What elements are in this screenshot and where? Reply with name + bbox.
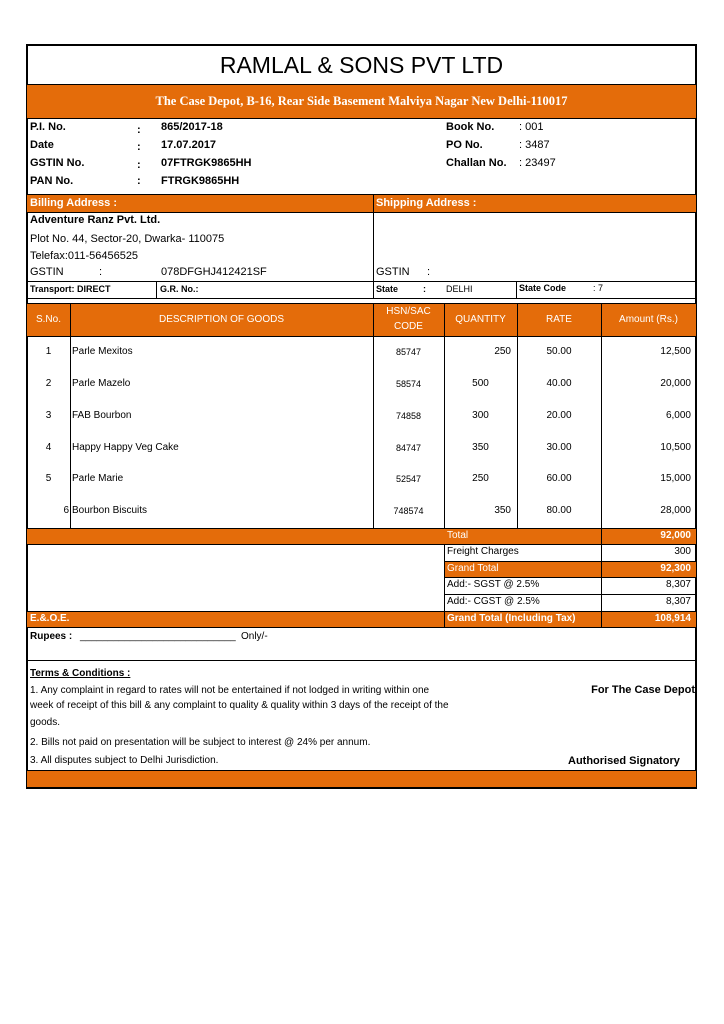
transport-label: Transport: DIRECT — [30, 284, 111, 294]
row-5-hsn: 52547 — [395, 474, 422, 484]
book-no-label: Book No. — [446, 121, 495, 133]
gstin-label: GSTIN No. — [30, 157, 85, 169]
row-6-quantity: 350 — [494, 505, 511, 516]
po-no-label: PO No. — [446, 139, 483, 151]
shipping-gstin-label: GSTIN — [376, 266, 410, 278]
row-2-hsn: 58574 — [395, 379, 422, 389]
row-2-sno: 2 — [45, 378, 52, 389]
row-6-rate: 80.00 — [546, 505, 572, 516]
gstin-sep: : — [137, 159, 141, 171]
col-header-hsn-line2: CODE — [394, 321, 423, 332]
date-value: 17.07.2017 — [161, 139, 217, 151]
state-code-value: : 7 — [593, 283, 604, 293]
pi-no-label: P.I. No. — [30, 121, 66, 133]
row-5-quantity: 250 — [472, 473, 489, 484]
col-header-hsn-line1: HSN/SAC — [386, 306, 431, 317]
row-6-amount: 28,000 — [660, 505, 691, 516]
row-6-sno: 6 — [63, 505, 69, 516]
row-4-quantity: 350 — [472, 442, 489, 453]
col-header-sno: S.No. — [35, 314, 61, 325]
row-5-rate: 60.00 — [546, 473, 572, 484]
terms-2: 2. Bills not paid on presentation will be subject to interest @ 24% per annum. — [30, 737, 371, 748]
terms-1-line1: 1. Any complaint in regard to rates will not be entertained if not lodged in writing within one — [30, 685, 430, 696]
row-1-description: Parle Mexitos — [72, 346, 133, 357]
row-4-amount: 10,500 — [660, 442, 691, 453]
company-address: The Case Depot, B-16, Rear Side Basement Malviya Nagar New Delhi-110017 — [155, 94, 568, 108]
eoe-label: E.&.O.E. — [30, 613, 70, 624]
terms-1-line3: goods. — [30, 717, 61, 728]
row-3-rate: 20.00 — [546, 410, 572, 421]
row-5-sno: 5 — [45, 473, 52, 484]
row-2-rate: 40.00 — [546, 378, 572, 389]
pan-sep: : — [137, 175, 141, 187]
terms-1-line2: week of receipt of this bill & any complaint to quality & quality within 3 days of the receipt of the — [30, 700, 449, 711]
row-2-description: Parle Mazelo — [72, 378, 131, 389]
gstin-value: 07FTRGK9865HH — [161, 157, 252, 169]
shipping-heading: Shipping Address : — [376, 197, 477, 209]
state-value: DELHI — [446, 284, 473, 294]
row-6-hsn: 748574 — [393, 506, 424, 516]
billing-address-line1: Plot No. 44, Sector-20, Dwarka- 110075 — [30, 233, 225, 245]
challan-no-label: Challan No. — [446, 157, 507, 169]
billing-gstin-sep: : — [99, 266, 103, 278]
billing-gstin-label: GSTIN — [30, 266, 64, 278]
row-1-quantity: 250 — [494, 346, 511, 357]
billing-name: Adventure Ranz Pvt. Ltd. — [30, 214, 161, 226]
row-3-quantity: 300 — [472, 410, 489, 421]
challan-no-value: : 23497 — [519, 157, 556, 169]
date-sep: : — [137, 141, 141, 153]
authorised-signatory: Authorised Signatory — [568, 755, 680, 767]
col-header-quantity: QUANTITY — [455, 314, 506, 325]
rupees-suffix: Only/- — [241, 631, 268, 642]
grand-total-value: 92,300 — [660, 563, 691, 574]
row-5-amount: 15,000 — [660, 473, 691, 484]
row-1-hsn: 85747 — [395, 347, 422, 357]
row-1-amount: 12,500 — [660, 346, 691, 357]
row-4-sno: 4 — [45, 442, 52, 453]
state-sep: : — [423, 284, 426, 294]
shipping-gstin-sep: : — [427, 266, 431, 278]
terms-3: 3. All disputes subject to Delhi Jurisdiction. — [30, 755, 219, 766]
total-bar — [27, 529, 696, 544]
row-2-amount: 20,000 — [660, 378, 691, 389]
row-3-description: FAB Bourbon — [72, 410, 132, 421]
rupees-label: Rupees : — [30, 631, 73, 642]
cgst-label: Add:- CGST @ 2.5% — [447, 596, 540, 607]
grand-total-tax-value: 108,914 — [654, 613, 691, 624]
grand-total-tax-label: Grand Total (Including Tax) — [447, 613, 576, 624]
row-2-quantity: 500 — [472, 378, 489, 389]
billing-gstin-value: 078DFGHJ412421SF — [161, 266, 267, 278]
billing-heading: Billing Address : — [30, 197, 117, 209]
total-value: 92,000 — [660, 530, 691, 541]
pan-label: PAN No. — [30, 175, 74, 187]
cgst-value: 8,307 — [665, 596, 691, 607]
row-3-sno: 3 — [45, 410, 52, 421]
pi-no-sep: : — [137, 124, 141, 136]
billing-address-line2: Telefax:011-56456525 — [30, 250, 139, 262]
row-3-amount: 6,000 — [665, 410, 691, 421]
col-header-description: DESCRIPTION OF GOODS — [158, 314, 284, 325]
rupees-blank: ____________________________ — [80, 631, 236, 642]
sgst-label: Add:- SGST @ 2.5% — [447, 579, 540, 590]
terms-heading: Terms & Conditions : — [30, 668, 131, 679]
pan-value: FTRGK9865HH — [161, 175, 240, 187]
sgst-value: 8,307 — [665, 579, 691, 590]
freight-value: 300 — [674, 546, 691, 557]
book-no-value: : 001 — [519, 121, 544, 133]
pi-no-value: 865/2017-18 — [161, 121, 223, 133]
eoe-bar — [27, 612, 696, 627]
row-1-sno: 1 — [45, 346, 52, 357]
freight-label: Freight Charges — [447, 546, 519, 557]
date-label: Date — [30, 139, 54, 151]
row-6-description: Bourbon Biscuits — [72, 505, 148, 516]
col-header-rate: RATE — [546, 314, 572, 325]
row-4-rate: 30.00 — [546, 442, 572, 453]
footer-bar — [27, 771, 696, 787]
row-3-hsn: 74858 — [395, 411, 422, 421]
state-code-label: State Code — [519, 283, 567, 293]
row-4-description: Happy Happy Veg Cake — [72, 442, 179, 453]
row-4-hsn: 84747 — [395, 443, 422, 453]
row-5-description: Parle Marie — [72, 473, 124, 484]
row-1-rate: 50.00 — [546, 346, 572, 357]
grand-total-label: Grand Total — [447, 563, 499, 574]
company-name: RAMLAL & SONS PVT LTD — [219, 52, 504, 78]
col-header-amount: Amount (Rs.) — [619, 314, 678, 325]
total-label: Total — [447, 530, 469, 541]
for-company-label: For The Case Depot — [591, 684, 695, 696]
gr-no-label: G.R. No.: — [160, 284, 199, 294]
address-header-bar — [27, 195, 696, 212]
po-no-value: : 3487 — [519, 139, 550, 151]
state-label: State — [376, 284, 399, 294]
